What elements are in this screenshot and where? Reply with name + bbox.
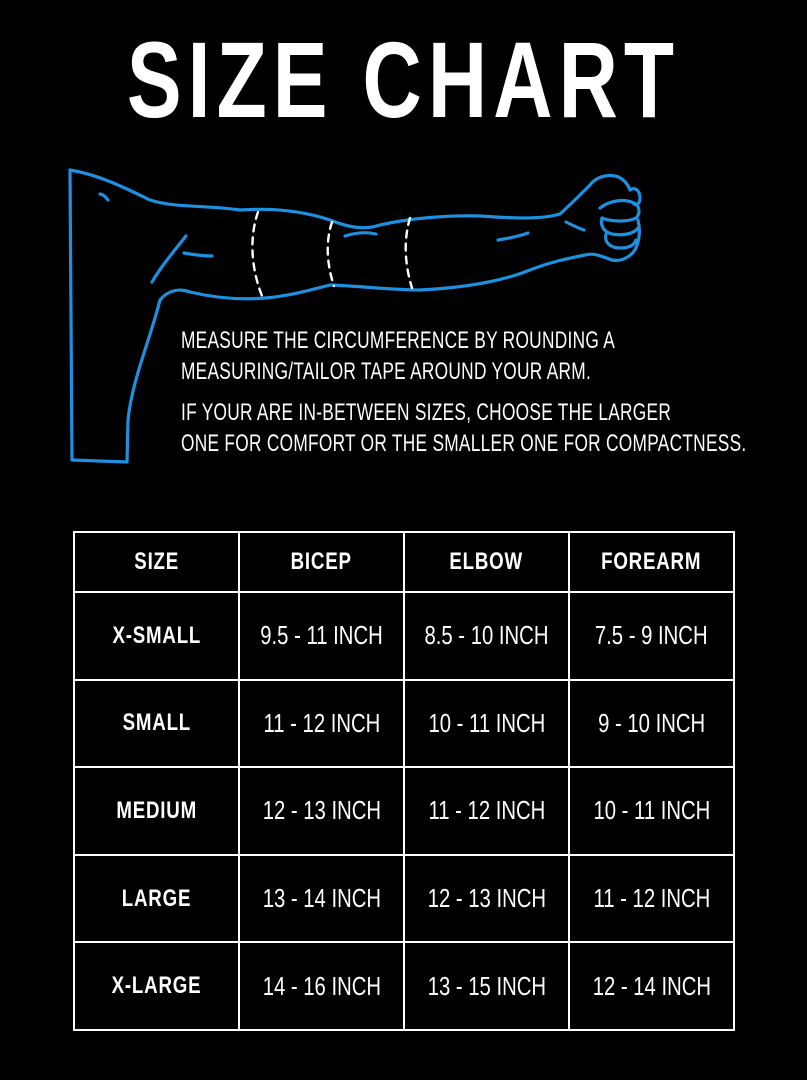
forearm-value: 10 - 11 INCH — [593, 795, 710, 826]
column-header-forearm — [569, 532, 734, 592]
forearm-cell — [569, 680, 734, 768]
forearm-cell — [569, 767, 734, 855]
bicep-cell — [239, 767, 404, 855]
forearm-value: 9 - 10 INCH — [597, 707, 706, 738]
elbow-value: 8.5 - 10 INCH — [424, 620, 549, 651]
bicep-cell — [239, 592, 404, 680]
table-row — [74, 680, 734, 768]
bicep-cell — [239, 855, 404, 943]
size-cell — [74, 942, 239, 1030]
bicep-value: 13 - 14 INCH — [262, 883, 381, 914]
size-label: SMALL — [122, 709, 191, 737]
bicep-value: 12 - 13 INCH — [262, 795, 381, 826]
size-cell — [74, 855, 239, 943]
bicep-value: 11 - 12 INCH — [263, 707, 380, 738]
elbow-value: 13 - 15 INCH — [427, 970, 546, 1001]
page-title: SIZE CHART — [126, 19, 681, 140]
size-label: X-SMALL — [112, 621, 201, 649]
size-cell — [74, 680, 239, 768]
elbow-cell — [404, 942, 569, 1030]
elbow-cell — [404, 680, 569, 768]
size-cell — [74, 592, 239, 680]
instruction-line: MEASURING/TAILOR TAPE AROUND YOUR ARM. — [181, 358, 592, 385]
elbow-cell — [404, 855, 569, 943]
forearm-cell — [569, 592, 734, 680]
forearm-value: 11 - 12 INCH — [593, 883, 710, 914]
size-label: LARGE — [121, 884, 192, 912]
table-row — [74, 592, 734, 680]
size-label: X-LARGE — [111, 972, 202, 1000]
forearm-cell — [569, 855, 734, 943]
elbow-cell — [404, 592, 569, 680]
column-header-label: ELBOW — [449, 548, 524, 575]
size-cell — [74, 767, 239, 855]
bicep-cell — [239, 680, 404, 768]
forearm-value: 7.5 - 9 INCH — [595, 620, 708, 651]
column-header-label: BICEP — [290, 548, 353, 575]
elbow-value: 12 - 13 INCH — [427, 883, 546, 914]
elbow-value: 11 - 12 INCH — [428, 795, 545, 826]
column-header-bicep — [239, 532, 404, 592]
elbow-value: 10 - 11 INCH — [428, 707, 545, 738]
size-label: MEDIUM — [116, 796, 197, 824]
instruction-paragraph-in-between — [181, 397, 747, 459]
forearm-cell — [569, 942, 734, 1030]
instruction-paragraph-measure — [181, 325, 616, 387]
size-table — [73, 531, 735, 1031]
instruction-line: IF YOUR ARE IN-BETWEEN SIZES, CHOOSE THE LARGER — [181, 399, 672, 426]
bicep-value: 9.5 - 11 INCH — [260, 620, 383, 651]
bicep-value: 14 - 16 INCH — [262, 970, 381, 1001]
column-header-size — [74, 532, 239, 592]
instruction-line: ONE FOR COMFORT OR THE SMALLER ONE FOR COMPACTNESS. — [181, 430, 747, 457]
column-header-label: SIZE — [134, 548, 179, 575]
elbow-cell — [404, 767, 569, 855]
forearm-value: 12 - 14 INCH — [592, 970, 711, 1001]
table-row — [74, 855, 734, 943]
column-header-elbow — [404, 532, 569, 592]
instruction-line: MEASURE THE CIRCUMFERENCE BY ROUNDING A — [181, 327, 616, 354]
column-header-label: FOREARM — [601, 548, 702, 575]
table-row — [74, 767, 734, 855]
table-header-row — [74, 532, 734, 592]
table-row — [74, 942, 734, 1030]
bicep-cell — [239, 942, 404, 1030]
measurement-instructions — [181, 325, 747, 469]
